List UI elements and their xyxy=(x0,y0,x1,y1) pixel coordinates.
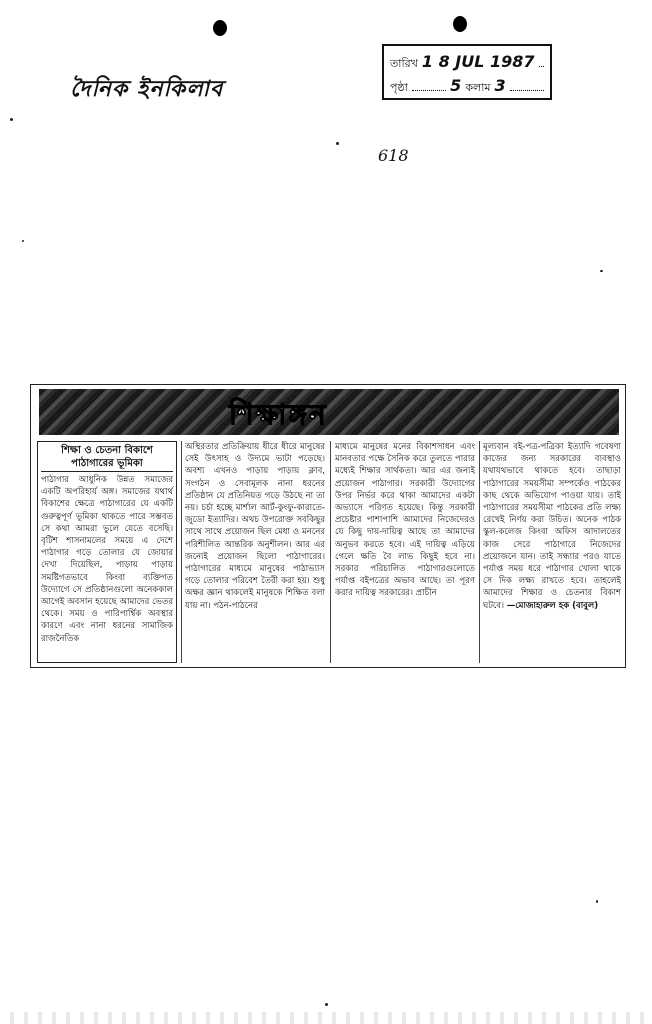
section-title: শিক্ষাঙ্গন xyxy=(229,398,328,431)
archive-number: 618 xyxy=(378,146,409,165)
newspaper-name: দৈনিক ইনকিলাব xyxy=(70,77,224,102)
scan-speck xyxy=(596,900,598,903)
page-bottom-edge xyxy=(0,1012,652,1024)
scan-speck xyxy=(336,142,339,145)
column-value: 3 xyxy=(494,76,506,95)
page-label: পৃষ্ঠা xyxy=(390,81,408,94)
column-3-text: মাধ্যমে মানুষের মনের বিকাশসাধন এবং মানবতার পক্ষে সৈনিক করে তুলতে পারার মধ্যেই শিক্ষার সার্থকতা। আর এর জন্যই প্রয়োজন পাঠাগার। সরকারী উদ্যোগের উপর নির্ভর করে থাকা আমাদের একটা অভ্যাসে পরিণত হয়েছে। কিন্তু সরকারী প্রচেষ্টার পাশাপাশি আমাদের নিজেদেরও যে কিছু দায়-দায়িত্ব আছে তা আমাদের অনুভব করতে হবে। এই দায়িত্ব এড়িয়ে গেলে ক্ষতি বৈ লাভ কিছুই হবে না। সরকার পরিচালিত পাঠাগারগুলোতে পর্যাপ্ত বইপত্রের অভাব আছে। তা পূরণ করার দায়িত্ব সরকারের। প্রাচীন xyxy=(335,442,475,599)
article-column-3 xyxy=(335,441,475,663)
column-2-text: অস্থিরতার প্রতিক্রিয়ায় ধীরে ধীরে মানুষের সেই উৎসাহ ও উদ্যমে ভাটা পড়েছে। অবশ্য এখনও পাড়ায় পাড়ায় ক্লাব, সংগঠন ও সেবামূলক নানা ধরনের প্রতিষ্ঠান যে প্রতিনিয়ত গড়ে উঠছে না তা নয়। চর্চা হচ্ছে মার্শাল আর্ট-কুংফু-কারাতে-জুডো ইত্যাদির। অথচ উপরোক্ত সবকিছুর সাথে সাথে প্রয়োজন ছিল মেধা ও মননের পরিশীলিত আন্তরিক অনুশীলন। আর এর জন্যেই প্রয়োজন ছিলো পাঠাগারের। পাঠাগারের মাধ্যমে মানুষের পাঠাভ্যাস গড়ে তোলার পরিবেশ তৈরী করা হয়। শুধু অক্ষর জ্ঞান থাকলেই মানুষকে শিক্ষিত বলা যায় না। পঠন-পাঠনের xyxy=(185,442,325,611)
dotted-line xyxy=(539,56,544,67)
page-value: 5 xyxy=(450,76,462,95)
column-4-text: মূল্যবান বই-পত্র-পত্রিকা ইত্যাদি গবেষণা কাজের জন্য সরকারের ব্যবস্থাও যথাযথভাবে থাকতে হবে। তাছাড়া পাঠাগারের সময়সীমা সম্পর্কেও পাঠকের কাছ থেকে অভিযোগ পাওয়া যায়। তাই পাঠাগারের সময়সীমা পাঠকের প্রতি লক্ষ্য রেখেই নির্ণয় করা উচিত। অনেক পাঠক স্কুল-কলেজ কিংবা অফিস আদালতের কাজ সেরে পাঠাগারে নিজেদের প্রয়োজনে যান। তাই সন্ধ্যার পরও যাতে পর্যাপ্ত সময় ধরে পাঠাগার খোলা থাকে সে দিক লক্ষ্য রাখতে হবে। তাহলেই আমাদের শিক্ষার ও চেতনার বিকাশ ঘটবে। xyxy=(483,442,621,611)
scan-speck xyxy=(10,118,13,121)
newspaper-clipping xyxy=(30,384,626,668)
punch-hole xyxy=(453,16,467,32)
article-column-1 xyxy=(37,441,177,663)
scan-speck xyxy=(22,240,24,242)
column-divider xyxy=(330,441,331,663)
dotted-line xyxy=(510,80,544,91)
date-label: তারিখ xyxy=(390,57,418,70)
headline-line-2: পাঠাগারের ভূমিকা xyxy=(71,458,143,469)
column-label: কলাম xyxy=(465,81,491,94)
scan-speck xyxy=(600,270,603,272)
column-divider xyxy=(479,441,480,663)
scan-speck xyxy=(325,1003,328,1006)
date-value: 1 8 JUL 1987 xyxy=(421,52,535,71)
column-1-text: পাঠাগার আধুনিক উন্নত সমাজের একটি অপরিহার্য অঙ্গ। সমাজের যথার্থ বিকাশের ক্ষেত্রে পাঠাগারের যে একটি গুরুত্বপূর্ণ ভূমিকা থাকতে পারে সম্ভবত সে কথা আমরা ভুলে যেতে বসেছি। বৃটিশ শাসনামলের সময়ে এ দেশে পাঠাগার গড়ে তোলার যে জোয়ার দেখা দিয়েছিল, পাড়ায় পাড়ায় সমষ্টিগতভাবে কিংবা ব্যক্তিগত উদ্যোগে সে প্রতিষ্ঠানগুলো অনেককাল আগেই অবসান হয়েছে আমাদের ভেতর থেকে। সময় ও পারিপার্শ্বিক অবস্থার কারণে এবং নানা ধরনের সামাজিক রাজনৈতিক xyxy=(41,475,173,644)
article-column-4 xyxy=(483,441,621,663)
date-stamp xyxy=(382,44,552,100)
punch-hole xyxy=(213,20,227,36)
article-byline: —মোজাহারুল হক (বাবুল) xyxy=(506,600,599,611)
headline-line-1: শিক্ষা ও চেতনা বিকাশে xyxy=(61,445,153,456)
dotted-line xyxy=(412,80,446,91)
section-banner xyxy=(39,389,619,435)
article-headline xyxy=(41,444,173,472)
article-column-2 xyxy=(185,441,325,663)
column-divider xyxy=(181,441,182,663)
